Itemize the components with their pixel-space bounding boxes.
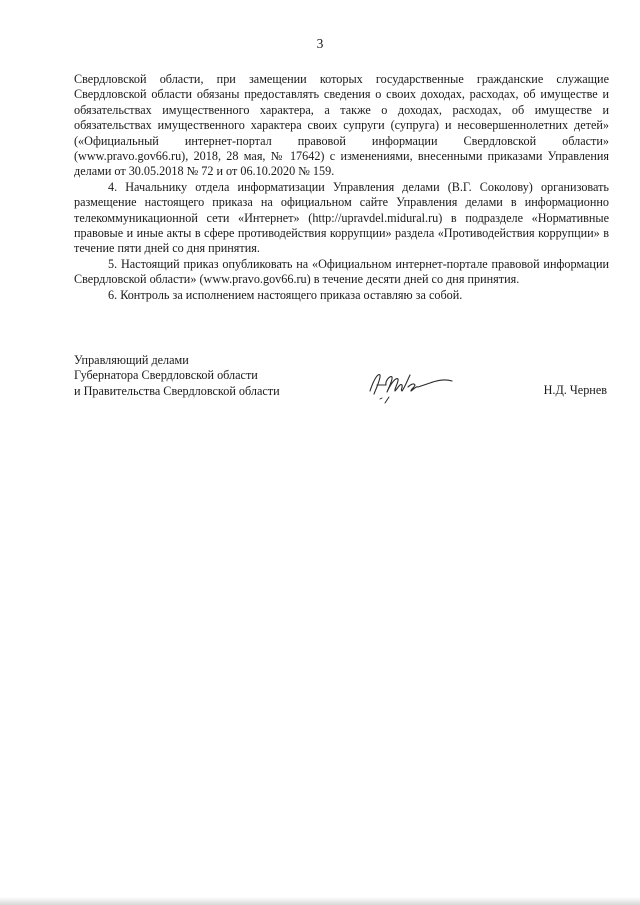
signature-block xyxy=(74,353,609,413)
paragraph-item-5: 5. Настоящий приказ опубликовать на «Официальном интернет-портале правовой информации Свердловской области» (www.pravo.gov66.ru) в течение десяти дней со дня принятия. xyxy=(74,256,609,287)
signer-name: Н.Д. Чернев xyxy=(543,383,607,397)
signer-position xyxy=(74,353,280,399)
paragraph-continuation: Свердловской области, при замещении которых государственные гражданские служащие Свердловской области обязаны предоставлять сведения о своих доходах, расходах, об имуществе и обязательствах имущественного характера, а также о доходах, расходах, об имуществе и обязательствах имущественного характера своих супруги (супруга) и несовершеннолетних детей» («Официальный интернет-портал правовой информации Свердловской области» (www.pravo.gov66.ru), 2018, 28 мая, № 17642) с изменениями, внесенными приказами Управления делами от 30.05.2018 № 72 и от 06.10.2020 № 159. xyxy=(74,72,609,179)
page-bottom-edge xyxy=(0,897,640,905)
signer-position-line: Управляющий делами xyxy=(74,353,189,367)
signer-position-line: и Правительства Свердловской области xyxy=(74,383,280,398)
handwritten-signature xyxy=(364,361,459,411)
page-number: 3 xyxy=(316,36,324,51)
paragraph-item-4: 4. Начальнику отдела информатизации Управления делами (В.Г. Соколову) организовать размещение настоящего приказа на официальном сайте Управления делами в информационно телекоммуникационной сети «Интернет» (http://upravdel.midural.ru) в подразделе «Нормативные правовые и иные акты в сфере противодействия коррупции» раздела «Противодействия коррупции» в течение пяти дней со дня принятия. xyxy=(74,179,609,256)
document-body xyxy=(74,72,609,303)
paragraph-item-6: 6. Контроль за исполнением настоящего приказа оставляю за собой. xyxy=(108,287,463,302)
signer-position-line: Губернатора Свердловской области xyxy=(74,368,258,383)
